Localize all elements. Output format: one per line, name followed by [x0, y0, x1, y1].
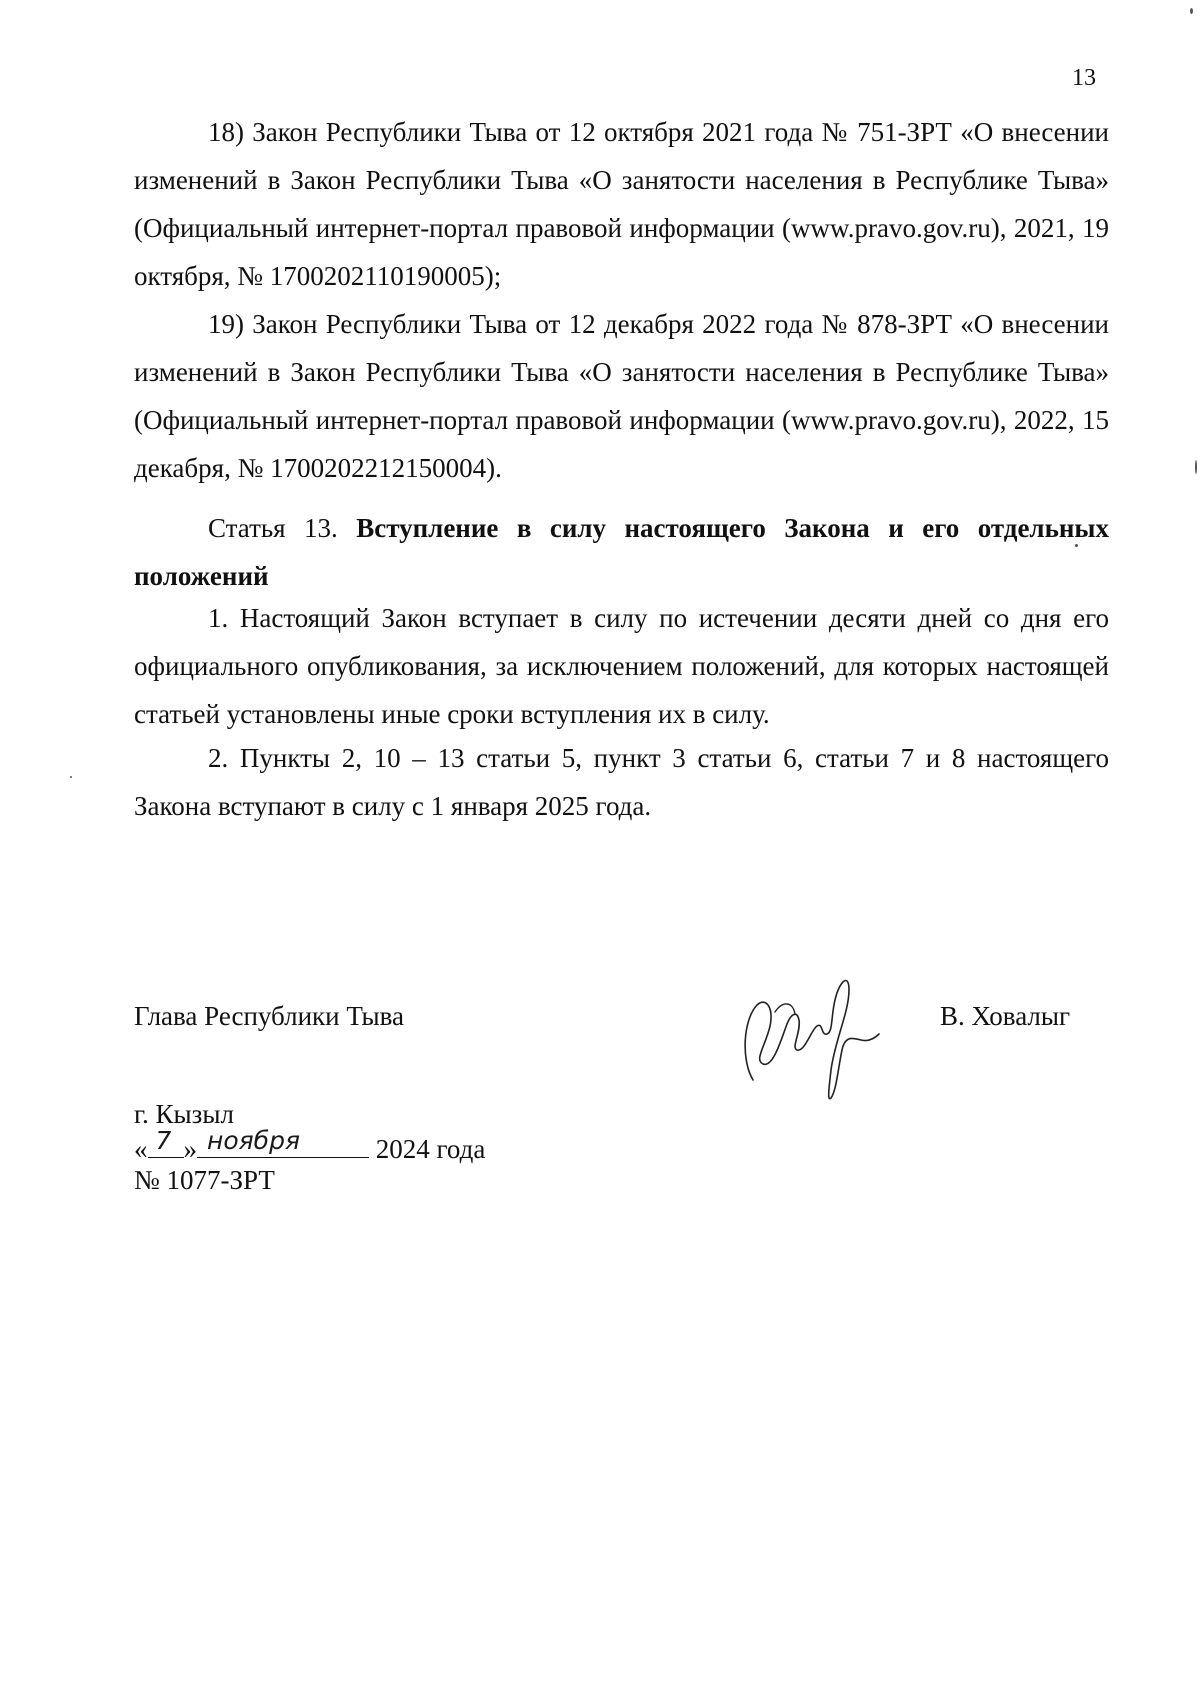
- signatory-position: Глава Республики Тыва: [134, 1001, 405, 1031]
- article-point-1: 1. Настоящий Закон вступает в силу по истечении десяти дней со дня его официального опубликования, за исключением положений, для которых настоящей статьей установлены иные сроки вступления их в силу.: [134, 603, 1109, 729]
- scan-speck: [70, 776, 72, 778]
- list-item-18: 18) Закон Республики Тыва от 12 октября 2021 года № 751-ЗРТ «О внесении изменений в Закон Республики Тыва «О занятости населения в Республике Тыва» (Официальный интернет-портал правовой информации (www.pravo.gov.ru), 2021, 19 октября, № 1700202110190005);: [134, 117, 1109, 291]
- date-day-line: [148, 1126, 184, 1158]
- date-close-quote: »: [183, 1134, 197, 1164]
- article-point-2: 2. Пункты 2, 10 – 13 статьи 5, пункт 3 статьи 6, статьи 7 и 8 настоящего Закона вступают в силу с 1 января 2025 года.: [134, 743, 1109, 821]
- list-item-19: 19) Закон Республики Тыва от 12 декабря 2022 года № 878-ЗРТ «О внесении изменений в Закон Республики Тыва «О занятости населения в Республике Тыва» (Официальный интернет-портал правовой информации (www.pravo.gov.ru), 2022, 15 декабря, № 1700202212150004).: [134, 309, 1109, 483]
- signatory-name: В. Ховалыг: [940, 1001, 1071, 1031]
- date-month-line: [197, 1126, 369, 1158]
- scan-speck: [1190, 8, 1193, 14]
- place-name: г. Кызыл: [134, 1099, 234, 1129]
- page-number: 13: [1072, 65, 1096, 91]
- date-day: 7: [155, 1126, 172, 1155]
- scan-speck: [1195, 460, 1197, 474]
- date-row: [134, 1126, 486, 1164]
- article-title: Вступление в силу настоящего Закона и его отдельных положений: [134, 513, 1109, 591]
- date-open-quote: «: [134, 1134, 148, 1164]
- place-date-number-block: [134, 1098, 485, 1197]
- place-row: [134, 1098, 485, 1131]
- handwritten-signature: [735, 960, 885, 1105]
- date-year: 2024 года: [375, 1134, 486, 1164]
- law-number: № 1077-ЗРТ: [134, 1165, 275, 1195]
- article-heading: [134, 504, 1109, 600]
- article-label: Статья 13.: [208, 513, 338, 543]
- scan-speck: [1075, 544, 1078, 547]
- law-number-row: [134, 1164, 485, 1197]
- date-month: ноября: [207, 1126, 301, 1155]
